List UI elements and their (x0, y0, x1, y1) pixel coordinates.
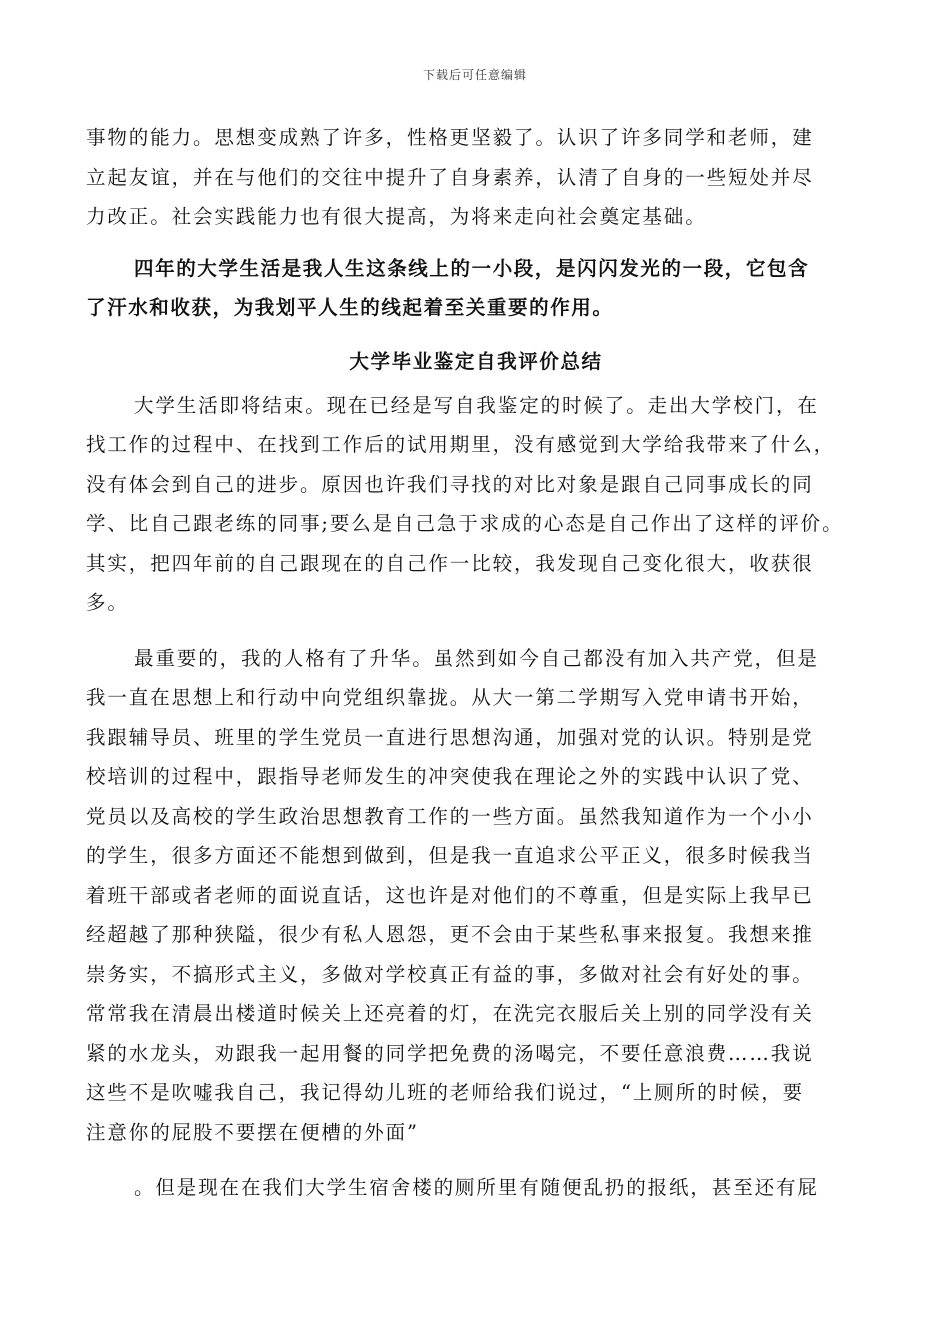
text-line: 事物的能力。思想变成熟了许多，性格更坚毅了。认识了许多同学和老师，建 (86, 126, 814, 149)
text-line: 四年的大学生活是我人生这条线上的一小段，是闪闪发光的一段，它包含 (134, 256, 810, 280)
text-line: 紧的水龙头，劝跟我一起用餐的同学把免费的汤喝完，不要任意浪费……我说 (86, 1041, 814, 1065)
text-line: 多。 (86, 591, 129, 614)
text-line: 找工作的过程中、在找到工作后的试用期里，没有感觉到大学给我带来了什么， (86, 433, 836, 456)
text-line: 大学生活即将结束。现在已经是写自我鉴定的时候了。走出大学校门，在 (134, 393, 819, 417)
paragraph-3 (86, 386, 866, 623)
text-line: 的学生，很多方面还不能想到做到，但是我一直追求公平正义，很多时候我当 (86, 844, 814, 867)
text-line: 这些不是吹嘘我自己，我记得幼儿班的老师给我们说过，“上厕所的时候，要 (86, 1081, 805, 1104)
text-line: 我跟辅导员、班里的学生党员一直进行思想沟通，加强对党的认识。特别是党 (86, 725, 814, 749)
paragraph-4 (86, 639, 866, 1153)
text-line: 崇务实，不搞形式主义，多做对学校真正有益的事，多做对社会有好处的事。 (86, 962, 814, 986)
text-line: 最重要的，我的人格有了升华。虽然到如今自己都没有加入共产党，但是 (134, 646, 819, 670)
section-title: 大学毕业鉴定自我评价总结 (349, 349, 603, 373)
text-line: 常常我在清晨出楼道时候关上还亮着的灯，在洗完衣服后关上别的同学没有关 (86, 1002, 814, 1025)
text-line: 了汗水和收获，为我划平人生的线起着至关重要的作用。 (86, 296, 614, 319)
text-line: 着班干部或者老师的面说直话，这也许是对他们的不尊重，但是实际上我早已 (86, 883, 814, 907)
text-line: 我一直在思想上和行动中向党组织靠拢。从大一第二学期写入党申请书开始， (86, 686, 814, 709)
text-line: 立起友谊，并在与他们的交往中提升了自身素养，认清了自身的一些短处并尽 (86, 165, 814, 189)
paragraph-5 (86, 1168, 866, 1208)
text-line: 注意你的屁股不要摆在便槽的外面” (86, 1120, 419, 1144)
text-line: 力改正。社会实践能力也有很大提高，为将来走向社会奠定基础。 (86, 205, 707, 228)
header-note: 下载后可任意编辑 (422, 68, 527, 82)
text-line: 经超越了那种狭隘，很少有私人恩怨，更不会由于某些私事来报复。我想来推 (86, 923, 814, 946)
paragraph-2-bold (86, 249, 866, 328)
text-line: 没有体会到自己的进步。原因也许我们寻找的对比对象是跟自己同事成长的同 (86, 472, 814, 496)
text-line: 党员以及高校的学生政治思想教育工作的一些方面。虽然我知道作为一个小小 (86, 804, 814, 828)
text-line: 学、比自己跟老练的同事;要么是自己急于求成的心态是自己作出了这样的评价。 (86, 512, 844, 535)
paragraph-1 (86, 118, 866, 237)
text-line: 。但是现在在我们大学生宿舍楼的厕所里有随便乱扔的报纸，甚至还有屁 (134, 1176, 819, 1199)
text-line: 校培训的过程中，跟指导老师发生的冲突使我在理论之外的实践中认识了党、 (86, 765, 814, 788)
document-body (86, 118, 866, 1208)
text-line: 其实，把四年前的自己跟现在的自己作一比较，我发现自己变化很大，收获很 (86, 551, 814, 575)
